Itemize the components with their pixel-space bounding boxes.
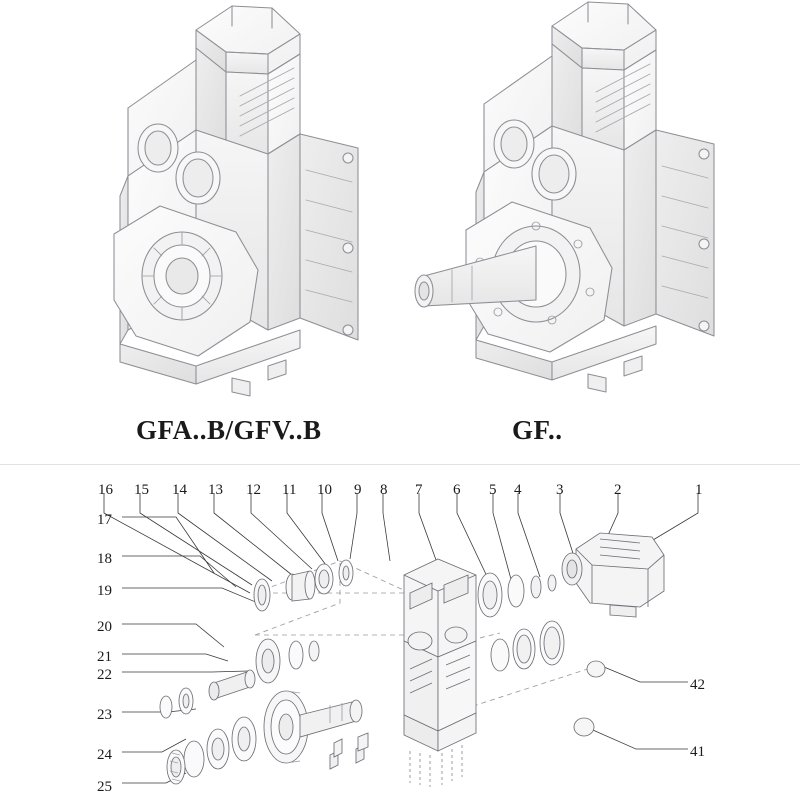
callout-12: 12 xyxy=(246,482,261,498)
callout-25: 25 xyxy=(97,779,112,795)
callout-41: 41 xyxy=(690,744,705,760)
gearbox-drawing-left xyxy=(114,6,358,396)
callout-23: 23 xyxy=(97,707,112,723)
callout-3: 3 xyxy=(556,482,564,498)
callout-4: 4 xyxy=(514,482,522,498)
callout-19: 19 xyxy=(97,583,112,599)
callout-10: 10 xyxy=(317,482,332,498)
callout-6: 6 xyxy=(453,482,461,498)
callout-22: 22 xyxy=(97,667,112,683)
callout-20: 20 xyxy=(97,619,112,635)
caption-gfab-gfvb: GFA..B/GFV..B xyxy=(136,415,322,445)
callout-15: 15 xyxy=(134,482,149,498)
callout-24: 24 xyxy=(97,747,112,763)
callout-42: 42 xyxy=(690,677,705,693)
caption-gf: GF.. xyxy=(512,415,563,445)
callout-8: 8 xyxy=(380,482,388,498)
callout-13: 13 xyxy=(208,482,223,498)
callout-2: 2 xyxy=(614,482,622,498)
exploded-view-panel xyxy=(0,465,800,800)
callout-7: 7 xyxy=(415,482,423,498)
exploded-parts xyxy=(160,533,664,787)
callout-9: 9 xyxy=(354,482,362,498)
gearbox-drawing-right xyxy=(415,2,714,392)
callout-5: 5 xyxy=(489,482,497,498)
callout-16: 16 xyxy=(98,482,113,498)
callout-17: 17 xyxy=(97,512,112,528)
callout-11: 11 xyxy=(282,482,297,498)
callout-1: 1 xyxy=(695,482,703,498)
exploded-drawing-svg xyxy=(0,465,800,800)
callout-21: 21 xyxy=(97,649,112,665)
callout-14: 14 xyxy=(172,482,187,498)
callout-18: 18 xyxy=(97,551,112,567)
